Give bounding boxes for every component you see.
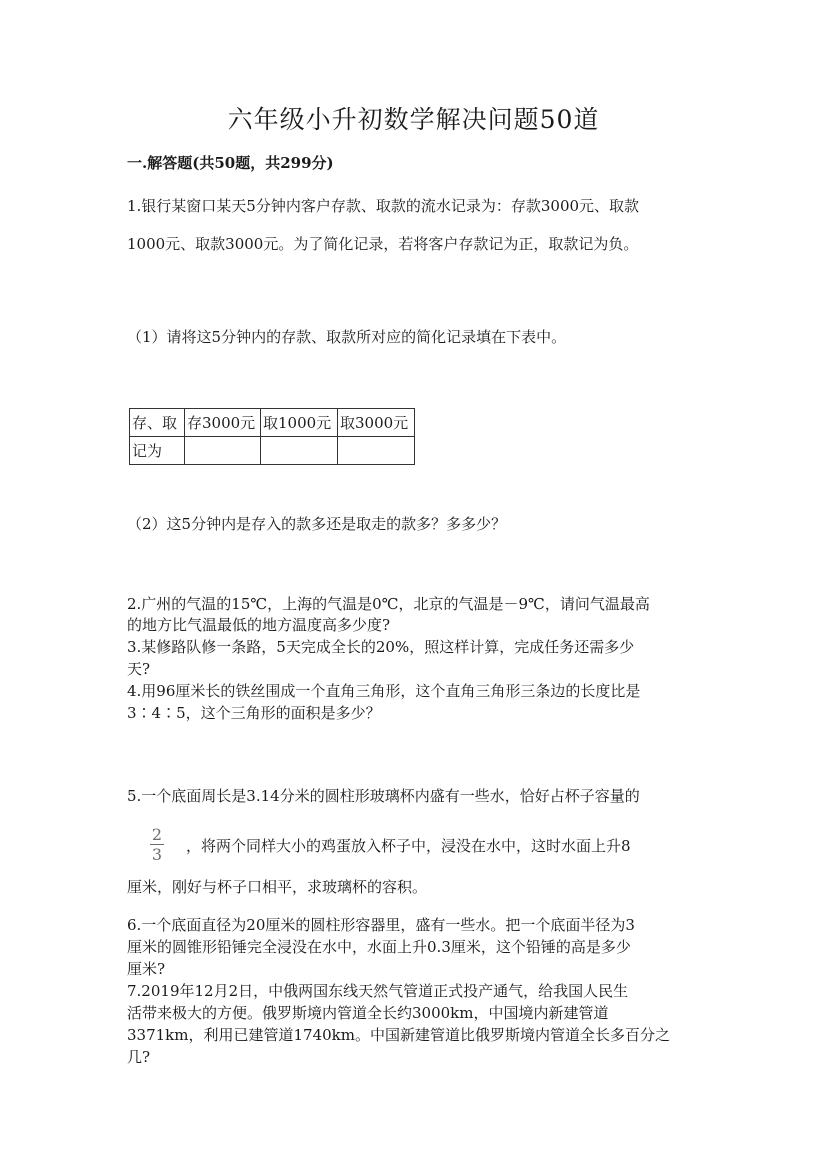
- q1-line-1: 1.银行某窗口某天5分钟内客户存款、取款的流水记录为：存款3000元、取款: [127, 197, 640, 215]
- fraction-numerator: 2: [151, 825, 163, 844]
- table-header-cell: 取3000元: [338, 409, 415, 437]
- table-header-cell: 存、取: [130, 409, 185, 437]
- q6-line-2: 厘米的圆锥形铅锤完全浸没在水中，水面上升0.3厘米，这个铅锤的高是多少: [127, 938, 631, 956]
- fraction-denominator: 3: [151, 845, 163, 864]
- q1-record-table: [129, 408, 415, 465]
- q2-line-1: 2.广州的气温的15℃，上海的气温是0℃，北京的气温是－9℃，请问气温最高: [127, 595, 650, 613]
- table-header-cell: 取1000元: [261, 409, 338, 437]
- q4-line-2: 3∶4∶5，这个三角形的面积是多少？: [127, 704, 381, 722]
- q5-line-3: 厘米，刚好与杯子口相平，求玻璃杯的容积。: [127, 878, 428, 896]
- page-title: 六年级小升初数学解决问题50道: [227, 105, 600, 134]
- q7-line-2: 活带来极大的方便。俄罗斯境内管道全长约3000km，中国境内新建管道: [127, 1004, 609, 1022]
- q5-line-2: ，将两个同样大小的鸡蛋放入杯子中，浸没在水中，这时水面上升8: [186, 837, 631, 855]
- q7-line-4: 几?: [127, 1048, 151, 1066]
- q7-line-1: 7.2019年12月2日，中俄两国东线天然气管道正式投产通气，给我国人民生: [127, 982, 629, 1000]
- q4-line-1: 4.用96厘米长的铁丝围成一个直角三角形，这个直角三角形三条边的长度比是: [127, 682, 641, 700]
- q1-subquestion-2: （2）这5分钟内是存入的款多还是取走的款多？多多少？: [127, 515, 507, 533]
- q6-line-3: 厘米?: [127, 960, 166, 978]
- section-heading: 一.解答题(共50题，共299分): [127, 154, 334, 172]
- table-row: [130, 409, 415, 437]
- table-row: [130, 437, 415, 465]
- q3-line-2: 天?: [127, 660, 151, 678]
- answer-cell: [338, 437, 415, 465]
- q1-line-2: 1000元、取款3000元。为了简化记录，若将客户存款记为正，取款记为负。: [127, 235, 639, 253]
- q2-line-2: 的地方比气温最低的地方温度高多少度?: [127, 616, 391, 634]
- q1-subquestion-1: （1）请将这5分钟内的存款、取款所对应的简化记录填在下表中。: [127, 328, 567, 346]
- table-header-cell: 存3000元: [185, 409, 261, 437]
- q6-line-1: 6.一个底面直径为20厘米的圆柱形容器里，盛有一些水。把一个底面半径为3: [127, 916, 635, 934]
- q7-line-3: 3371km，利用已建管道1740km。中国新建管道比俄罗斯境内管道全长多百分之: [127, 1026, 670, 1044]
- table-row-label: 记为: [130, 437, 185, 465]
- q5-line-1: 5.一个底面周长是3.14分米的圆柱形玻璃杯内盛有一些水，恰好占杯子容量的: [127, 787, 640, 805]
- q3-line-1: 3.某修路队修一条路，5天完成全长的20%，照这样计算，完成任务还需多少: [127, 638, 635, 656]
- answer-cell: [185, 437, 261, 465]
- fraction: [150, 826, 164, 864]
- answer-cell: [261, 437, 338, 465]
